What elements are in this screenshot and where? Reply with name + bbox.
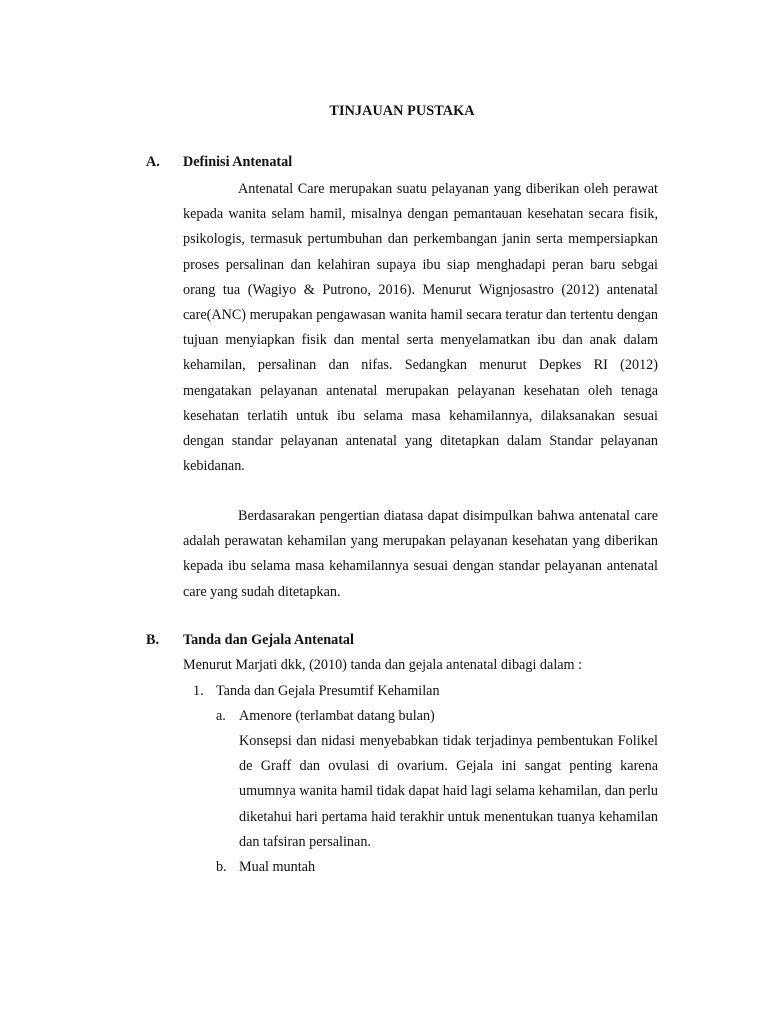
sub-item-a-description: Konsepsi dan nidasi menyebabkan tidak terjadinya pembentukan Folikel de Graff dan ovulasi di ovarium. Gejala ini sangat penting karena umumnya wanita hamil tidak dapat haid lagi selama kehamilan, dan perlu diketahui hari pertama haid terakhir untuk menentukan tuanya kehamilan dan tafsiran persalinan. (239, 733, 658, 850)
sub-item-a-letter: a. (216, 708, 226, 724)
list-item-title: Tanda dan Gejala Presumtif Kehamilan (216, 683, 440, 699)
section-a-paragraph-1: Antenatal Care merupakan suatu pelayanan yang diberikan oleh perawat kepada wanita selam hamil, misalnya dengan pemantauan kesehatan secara fisik, psikologis, termasuk pertumbuhan dan perkembangan janin serta mempersiapkan proses persalinan dan kelahiran supaya ibu siap menghadapi peran baru sebgai orang tua (Wagiyo & Putrono, 2016). Menurut Wignjosastro (2012) antenatal care(ANC) merupakan pengawasan wanita hamil secara teratur dan tertentu dengan tujuan menyiapkan fisik dan mental serta menyelamatkan ibu dan anak dalam kehamilan, persalinan dan nifas. Sedangkan menurut Depkes RI (2012) mengatakan pelayanan antenatal merupakan pelayanan kesehatan oleh tenaga kesehatan terlatih untuk ibu selama masa kehamilannya, dilaksanakan sesuai dengan standar pelayanan antenatal yang ditetapkan dalam Standar pelayanan kebidanan. (183, 181, 658, 475)
sub-item-b-letter: b. (216, 859, 227, 875)
page-title: TINJAUAN PUSTAKA (329, 103, 475, 119)
list-item-number: 1. (193, 683, 204, 699)
section-a-letter: A. (146, 154, 160, 170)
sub-item-a-title: Amenore (terlambat datang bulan) (239, 708, 435, 724)
section-b-letter: B. (146, 632, 160, 648)
sub-item-b-title: Mual muntah (239, 859, 316, 875)
section-b-heading: Tanda dan Gejala Antenatal (183, 632, 354, 648)
section-b-intro: Menurut Marjati dkk, (2010) tanda dan gejala antenatal dibagi dalam : (183, 657, 583, 673)
section-a-heading: Definisi Antenatal (183, 154, 293, 170)
section-a-paragraph-2: Berdasarakan pengertian diatasa dapat disimpulkan bahwa antenatal care adalah perawatan kehamilan yang merupakan pelayanan kesehatan yang diberikan kepada ibu selama masa kehamilannya sesuai dengan standar pelayanan antenatal care yang sudah ditetapkan. (183, 508, 658, 600)
